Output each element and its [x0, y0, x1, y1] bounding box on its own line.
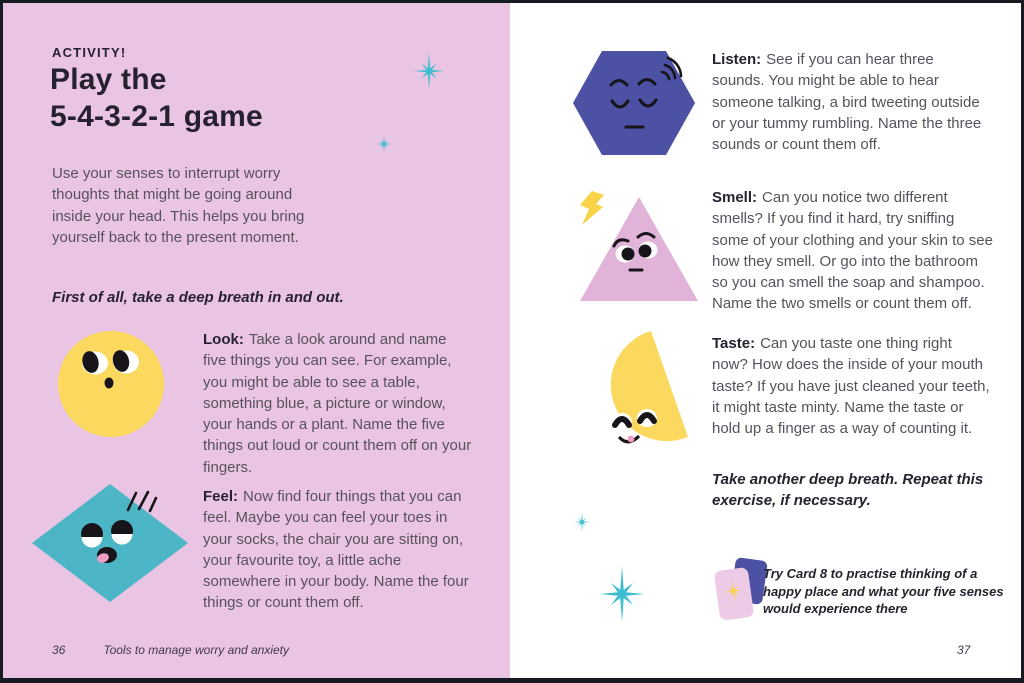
intro-paragraph: Use your senses to interrupt worry thoughts that might be going around inside your head. This helps you bring yourself back to the present moment. [52, 165, 305, 246]
taste-paragraph [712, 333, 990, 439]
title-line-2: 5-4-3-2-1 game [50, 100, 263, 133]
triangle-face-character [570, 189, 704, 307]
feel-paragraph [203, 486, 477, 614]
moon-face-character [558, 325, 698, 465]
feel-label: Feel: [203, 488, 239, 505]
book-title: Tools to manage worry and anxiety [103, 643, 290, 657]
smell-label: Smell: [712, 189, 758, 206]
sparkle-icon [594, 566, 650, 622]
look-text: Take a look around and name five things you can see. For example, you might be able to see a table, something blue, a picture or window, your hands or a plant. Name the five things out loud or count them off on your fingers. [203, 331, 472, 476]
listen-paragraph [712, 49, 986, 155]
page-title [50, 61, 263, 135]
right-page [510, 3, 1021, 678]
look-paragraph [203, 329, 473, 478]
card-tip: Try Card 8 to practise thinking of a happy place and what your five senses would experience there [763, 566, 1004, 617]
lightning-bolt-icon [580, 191, 604, 225]
hexagon-face-character [566, 45, 700, 161]
sparkle-icon [572, 512, 592, 532]
right-footer [957, 643, 970, 657]
listen-label: Listen: [712, 51, 762, 68]
left-footer [52, 643, 289, 657]
activity-kicker: ACTIVITY! [52, 45, 127, 60]
left-page [3, 3, 510, 678]
right-page-number: 37 [957, 643, 971, 657]
listen-text: See if you can hear three sounds. You might be able to hear someone talking, a bird tweeting outside or your tummy rumbling. Name the three sounds or count them off. [712, 51, 982, 154]
title-line-1: Play the [50, 63, 167, 96]
smell-text: Can you notice two different smells? If you find it hard, try sniffing some of your clothing and your skin to see how they smell. Or go into the bathroom so you can smell the soap and shampoo. Name the two smells or count them off. [712, 189, 993, 313]
closing-instruction: Take another deep breath. Repeat this exercise, if necessary. [712, 471, 984, 510]
smell-paragraph [712, 187, 994, 315]
taste-label: Taste: [712, 335, 756, 352]
look-label: Look: [203, 331, 244, 348]
circle-face-character [57, 330, 165, 438]
left-page-number: 36 [52, 643, 66, 657]
breath-instruction: First of all, take a deep breath in and out. [52, 289, 344, 306]
taste-text: Can you taste one thing right now? How does the inside of your mouth taste? If you have just cleaned your teeth, it might taste minty. Name the taste or hold up a finger as a way of counting it. [712, 335, 990, 438]
sparkle-icon [410, 52, 448, 90]
diamond-face-character [28, 478, 193, 603]
feel-text: Now find four things that you can feel. Maybe you can feel your toes in your socks, the chair you are sitting on, your favourite toy, a little ache somewhere in your body. Name the four things or count them off. [203, 488, 469, 612]
sparkle-icon [374, 134, 394, 154]
